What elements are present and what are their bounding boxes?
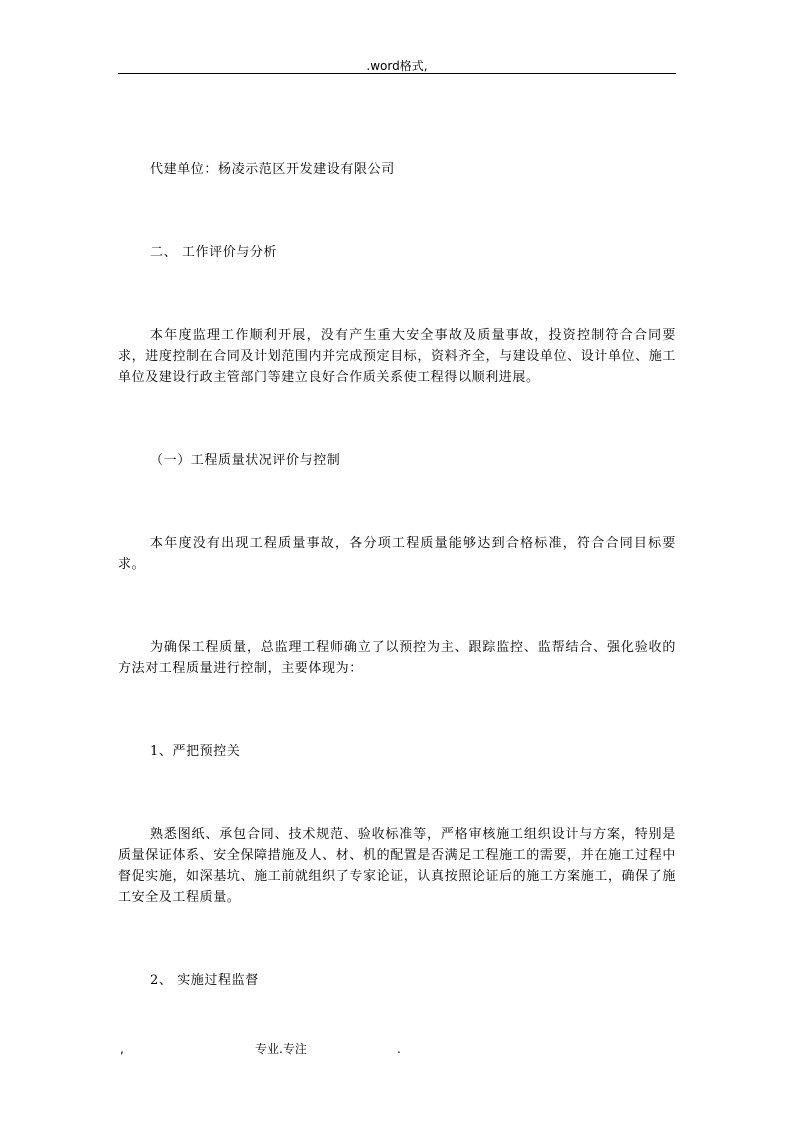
footer-center-text: 专业.专注 [255, 1042, 307, 1056]
paragraph-quality-method: 为确保工程质量，总监理工程师确立了以预控为主、跟踪监控、监帮结合、强化验收的方法对工程质量进行控制，主要体现为： [118, 640, 676, 676]
section-2-title: 二、 工作评价与分析 [150, 245, 278, 260]
footer-right-mark: . [397, 1042, 401, 1056]
paragraph-quality-status: 本年度没有出现工程质量事故，各分项工程质量能够达到合格标准，符合合同目标要求。 [118, 536, 676, 572]
header-rule [118, 73, 676, 74]
footer-left-mark: , [120, 1042, 124, 1056]
client-line: 代建单位：杨凌示范区开发建设有限公司 [150, 162, 395, 177]
item-1-title: 1、严把预控关 [150, 744, 241, 759]
subsection-1-title: （一）工程质量状况评价与控制 [150, 453, 341, 468]
item-2-title: 2、 实施过程监督 [150, 973, 259, 988]
header-text: .word格式, [366, 59, 428, 73]
paragraph-overview: 本年度监理工作顺利开展，没有产生重大安全事故及质量事故，投资控制符合合同要求，进度控制在合同及计划范围内并完成预定目标，资料齐全，与建设单位、设计单位、施工单位及建设行政主管部门等建立良好合作质关系使工程得以顺利进展。 [118, 328, 676, 385]
paragraph-precontrol: 熟悉图纸、承包合同、技术规范、验收标准等，严格审核施工组织设计与方案，特别是质量保证体系、安全保障措施及人、材、机的配置是否满足工程施工的需要，并在施工过程中督促实施，如深基坑、施工前就组织了专家论证，认真按照论证后的施工方案施工，确保了施工安全及工程质量。 [118, 827, 676, 905]
